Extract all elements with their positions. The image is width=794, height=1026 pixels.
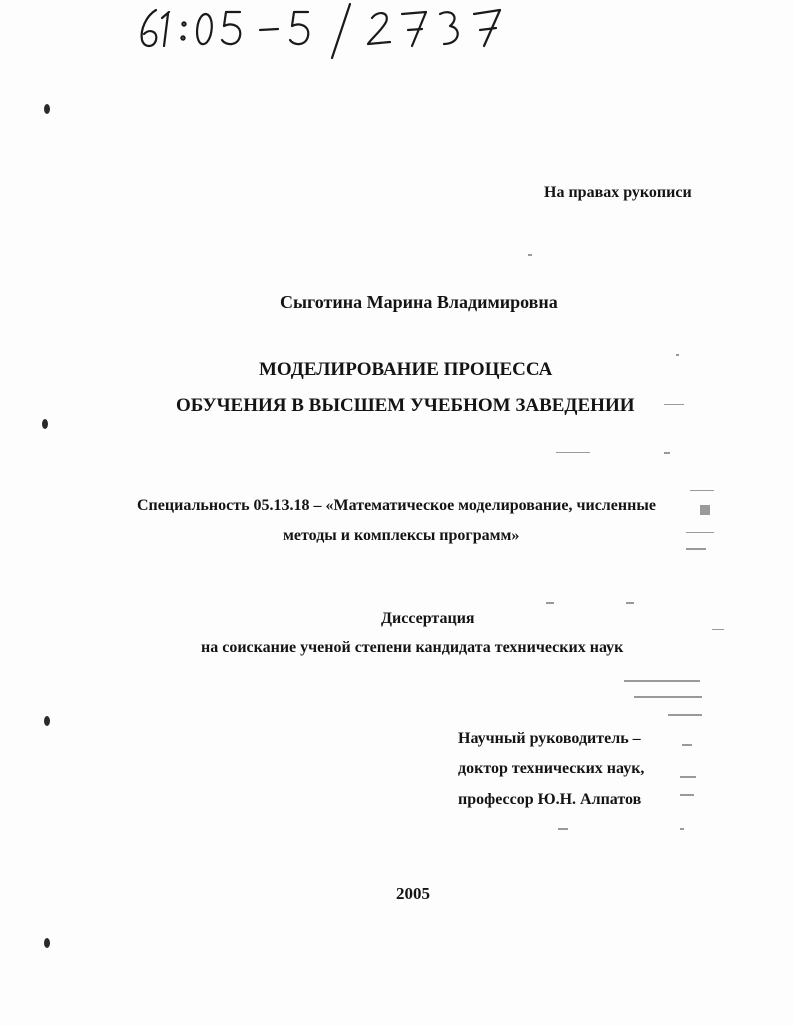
binder-hole-mark [44,716,50,726]
author-name: Сыготина Марина Владимировна [280,292,558,312]
scan-noise [680,776,696,778]
scan-noise [664,452,670,454]
specialty-line-1: Специальность 05.13.18 – «Математическое моделирование, численные [137,497,656,514]
scan-noise [680,794,694,796]
scan-noise [558,828,568,830]
scan-noise [546,602,554,604]
scan-noise [624,680,700,682]
specialty-line-2: методы и комплексы программ» [283,527,520,544]
scan-noise [676,354,679,356]
scan-noise [668,714,702,716]
scan-noise [686,532,714,533]
supervisor-name: профессор Ю.Н. Алпатов [458,791,642,808]
scan-noise [664,404,684,405]
scan-noise [528,254,532,256]
rights-note: На правах рукописи [544,184,692,201]
supervisor-degree: доктор технических наук, [458,760,645,777]
scan-noise [682,744,692,746]
binder-hole-mark [44,938,50,948]
scan-noise [556,452,590,453]
degree-line: на соискание ученой степени кандидата технических наук [201,639,624,656]
scan-noise [690,490,714,491]
scan-noise [626,602,634,604]
handwritten-archive-code [128,0,508,60]
scan-noise [700,505,710,515]
thesis-title-line-2: ОБУЧЕНИЯ В ВЫСШЕМ УЧЕБНОМ ЗАВЕДЕНИИ [176,395,635,416]
thesis-title-line-1: МОДЕЛИРОВАНИЕ ПРОЦЕССА [259,359,553,380]
scan-noise [634,696,702,698]
handwritten-code-drawing [128,0,508,60]
supervisor-label: Научный руководитель – [458,730,641,747]
scan-noise [686,548,706,550]
publication-year: 2005 [396,884,430,903]
scan-noise [712,629,724,630]
scan-noise [680,828,684,830]
binder-hole-mark [42,419,48,429]
binder-hole-mark [44,104,50,114]
dissertation-label: Диссертация [381,610,475,627]
